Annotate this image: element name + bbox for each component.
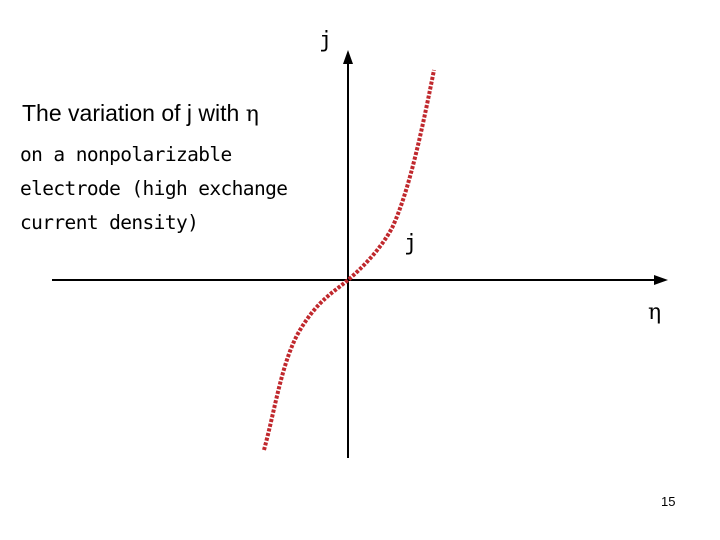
horizontal-axis-label: η xyxy=(648,300,662,325)
horizontal-axis-arrowhead xyxy=(654,275,668,285)
vertical-axis-label: j xyxy=(319,28,333,53)
title-eta-symbol: η xyxy=(245,102,259,127)
description-line-2: electrode (high exchange xyxy=(20,177,288,200)
vertical-axis-arrowhead xyxy=(343,50,353,64)
description-block xyxy=(20,138,330,240)
description-line-1: on a nonpolarizable xyxy=(20,143,232,166)
diagram-title xyxy=(22,100,259,127)
page-number: 15 xyxy=(661,494,676,509)
title-text: The variation of j with xyxy=(22,100,246,126)
curve-label: j xyxy=(404,231,418,256)
description-line-3: current density) xyxy=(20,211,199,234)
